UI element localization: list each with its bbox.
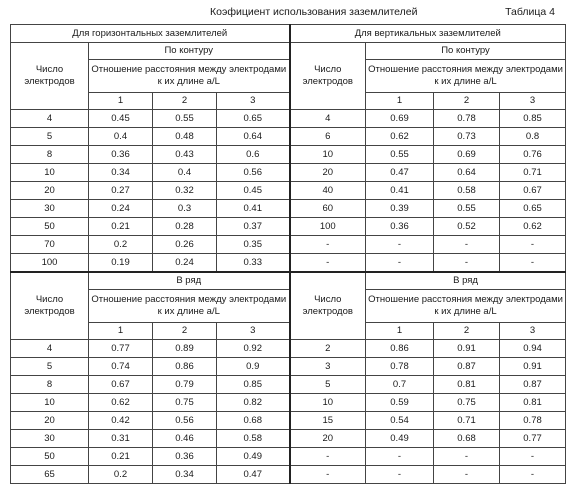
contour-body [11, 110, 566, 273]
table-row [11, 218, 566, 236]
coefficient-cell: 0.46 [153, 430, 217, 448]
ratio-value: 1 [89, 93, 153, 110]
coefficient-cell: 0.67 [500, 182, 566, 200]
coefficient-cell: 0.92 [217, 340, 290, 358]
coefficient-cell: 0.58 [217, 430, 290, 448]
coefficient-cell: 0.56 [217, 164, 290, 182]
coefficient-cell: 0.62 [366, 128, 434, 146]
coefficient-cell: 0.91 [434, 340, 500, 358]
coefficient-cell: 0.41 [217, 200, 290, 218]
coefficient-cell: 0.28 [153, 218, 217, 236]
coefficient-cell: - [366, 448, 434, 466]
ratio-header: Отношение расстояния между электродами к их длине a/L [89, 60, 290, 93]
coefficient-cell: 0.3 [153, 200, 217, 218]
coefficient-cell: - [366, 254, 434, 273]
coefficient-cell: 0.85 [217, 376, 290, 394]
table-row [11, 236, 566, 254]
coefficient-cell: 0.68 [434, 430, 500, 448]
electrode-count-cell: - [290, 466, 366, 484]
coefficient-cell: - [366, 236, 434, 254]
table-row [11, 128, 566, 146]
coefficient-cell: 0.65 [217, 110, 290, 128]
coefficient-cell: 0.71 [500, 164, 566, 182]
ratio-values-row [11, 323, 566, 340]
electrode-count-cell: - [290, 236, 366, 254]
electrode-count-cell: 20 [11, 412, 89, 430]
table-row [11, 466, 566, 484]
electrode-count-cell: 10 [11, 164, 89, 182]
coefficient-cell: 0.62 [500, 218, 566, 236]
coefficient-cell: 0.56 [153, 412, 217, 430]
table-number: Таблица 4 [505, 6, 555, 18]
coefficient-cell: 0.48 [153, 128, 217, 146]
coefficient-cell: 0.49 [217, 448, 290, 466]
coefficient-cell: 0.42 [89, 412, 153, 430]
coefficient-cell: 0.81 [434, 376, 500, 394]
coefficient-cell: 0.75 [153, 394, 217, 412]
count-header: Число электродов [290, 272, 366, 340]
coefficient-cell: 0.74 [89, 358, 153, 376]
coefficient-cell: 0.27 [89, 182, 153, 200]
table-row [11, 376, 566, 394]
ratio-value: 1 [366, 323, 434, 340]
coefficient-cell: 0.33 [217, 254, 290, 273]
coefficient-cell: 0.65 [500, 200, 566, 218]
table-row [11, 200, 566, 218]
table-row [11, 254, 566, 273]
coefficient-cell: 0.8 [500, 128, 566, 146]
electrode-count-cell: 100 [11, 254, 89, 273]
coefficient-cell: 0.77 [500, 430, 566, 448]
table-row [11, 146, 566, 164]
coefficient-cell: 0.36 [153, 448, 217, 466]
electrode-count-cell: 30 [11, 200, 89, 218]
coefficient-cell: 0.36 [366, 218, 434, 236]
electrode-count-cell: 20 [290, 164, 366, 182]
electrode-count-cell: 30 [11, 430, 89, 448]
coefficient-cell: - [434, 254, 500, 273]
ratio-header-row [11, 290, 566, 323]
coefficient-cell: 0.4 [153, 164, 217, 182]
count-header: Число электродов [11, 272, 89, 340]
row-body [11, 340, 566, 484]
ratio-value: 1 [89, 323, 153, 340]
coefficient-cell: 0.24 [153, 254, 217, 273]
electrode-count-cell: 5 [11, 128, 89, 146]
coefficient-cell: 0.35 [217, 236, 290, 254]
electrode-count-cell: 5 [11, 358, 89, 376]
coefficient-cell: 0.85 [500, 110, 566, 128]
coefficient-cell: 0.2 [89, 236, 153, 254]
section-header-row [11, 25, 566, 43]
coefficient-cell: 0.82 [217, 394, 290, 412]
coefficient-cell: 0.36 [89, 146, 153, 164]
coefficient-cell: 0.21 [89, 218, 153, 236]
coefficient-cell: 0.89 [153, 340, 217, 358]
coefficient-cell: 0.45 [217, 182, 290, 200]
ratio-header: Отношение расстояния между электродами к их длине a/L [366, 60, 566, 93]
electrode-count-cell: 50 [11, 218, 89, 236]
electrode-count-cell: 10 [11, 394, 89, 412]
ratio-header: Отношение расстояния между электродами к их длине a/L [366, 290, 566, 323]
table-row [11, 182, 566, 200]
coefficient-cell: 0.26 [153, 236, 217, 254]
method-header-row [11, 43, 566, 60]
electrode-count-cell: 8 [11, 146, 89, 164]
row-header: В ряд [366, 272, 566, 290]
coefficient-cell: 0.73 [434, 128, 500, 146]
ratio-value: 1 [366, 93, 434, 110]
electrode-count-cell: 8 [11, 376, 89, 394]
coefficient-cell: 0.37 [217, 218, 290, 236]
coefficient-cell: 0.47 [366, 164, 434, 182]
coefficient-cell: - [366, 466, 434, 484]
coefficient-cell: 0.86 [153, 358, 217, 376]
table-title: Коэфициент использования заземлителей [210, 6, 418, 18]
section-vertical: Для вертикальных заземлителей [290, 25, 566, 43]
ratio-values-row [11, 93, 566, 110]
coefficient-cell: 0.78 [500, 412, 566, 430]
coefficient-cell: 0.64 [434, 164, 500, 182]
coefficient-cell: 0.39 [366, 200, 434, 218]
ratio-value: 3 [217, 323, 290, 340]
coefficient-cell: 0.69 [434, 146, 500, 164]
coefficient-cell: 0.64 [217, 128, 290, 146]
electrode-count-cell: 3 [290, 358, 366, 376]
coefficient-cell: 0.58 [434, 182, 500, 200]
electrode-count-cell: 60 [290, 200, 366, 218]
coefficient-cell: - [500, 448, 566, 466]
coefficient-cell: 0.52 [434, 218, 500, 236]
coefficient-cell: 0.87 [500, 376, 566, 394]
coefficient-cell: 0.75 [434, 394, 500, 412]
electrode-count-cell: 65 [11, 466, 89, 484]
electrode-count-cell: 6 [290, 128, 366, 146]
ratio-value: 2 [153, 323, 217, 340]
electrode-count-cell: 4 [290, 110, 366, 128]
coefficient-cell: 0.78 [366, 358, 434, 376]
count-header: Число электродов [11, 43, 89, 110]
electrode-count-cell: 5 [290, 376, 366, 394]
coefficient-cell: 0.79 [153, 376, 217, 394]
coefficient-cell: 0.32 [153, 182, 217, 200]
electrode-count-cell: 100 [290, 218, 366, 236]
table-row [11, 110, 566, 128]
electrode-count-cell: 20 [290, 430, 366, 448]
coefficient-cell: 0.21 [89, 448, 153, 466]
grounding-coefficient-table [10, 24, 566, 484]
coefficient-cell: 0.2 [89, 466, 153, 484]
coefficient-cell: 0.55 [434, 200, 500, 218]
coefficient-cell: - [434, 448, 500, 466]
coefficient-cell: 0.31 [89, 430, 153, 448]
electrode-count-cell: - [290, 254, 366, 273]
coefficient-cell: 0.77 [89, 340, 153, 358]
coefficient-cell: 0.4 [89, 128, 153, 146]
electrode-count-cell: - [290, 448, 366, 466]
coefficient-cell: - [434, 236, 500, 254]
electrode-count-cell: 50 [11, 448, 89, 466]
coefficient-cell: 0.6 [217, 146, 290, 164]
coefficient-cell: 0.76 [500, 146, 566, 164]
coefficient-cell: 0.55 [153, 110, 217, 128]
coefficient-cell: 0.91 [500, 358, 566, 376]
electrode-count-cell: 70 [11, 236, 89, 254]
coefficient-cell: 0.78 [434, 110, 500, 128]
ratio-header: Отношение расстояния между электродами к их длине a/L [89, 290, 290, 323]
contour-header: По контуру [366, 43, 566, 60]
coefficient-cell: 0.19 [89, 254, 153, 273]
coefficient-cell: 0.69 [366, 110, 434, 128]
coefficient-cell: - [500, 236, 566, 254]
coefficient-cell: 0.59 [366, 394, 434, 412]
coefficient-cell: 0.87 [434, 358, 500, 376]
coefficient-cell: 0.34 [89, 164, 153, 182]
table-row [11, 358, 566, 376]
coefficient-cell: - [434, 466, 500, 484]
caption-line [0, 6, 573, 20]
electrode-count-cell: 4 [11, 340, 89, 358]
coefficient-cell: 0.54 [366, 412, 434, 430]
coefficient-cell: 0.7 [366, 376, 434, 394]
table-row [11, 394, 566, 412]
count-header: Число электродов [290, 43, 366, 110]
coefficient-cell: 0.68 [217, 412, 290, 430]
coefficient-cell: 0.62 [89, 394, 153, 412]
coefficient-cell: 0.71 [434, 412, 500, 430]
electrode-count-cell: 10 [290, 394, 366, 412]
coefficient-cell: 0.49 [366, 430, 434, 448]
ratio-value: 2 [434, 93, 500, 110]
ratio-value: 2 [153, 93, 217, 110]
coefficient-cell: 0.47 [217, 466, 290, 484]
coefficient-cell: 0.94 [500, 340, 566, 358]
electrode-count-cell: 40 [290, 182, 366, 200]
electrode-count-cell: 2 [290, 340, 366, 358]
coefficient-cell: 0.55 [366, 146, 434, 164]
coefficient-cell: 0.86 [366, 340, 434, 358]
coefficient-cell: 0.34 [153, 466, 217, 484]
coefficient-cell: 0.81 [500, 394, 566, 412]
table-row [11, 164, 566, 182]
coefficient-cell: 0.41 [366, 182, 434, 200]
contour-header: По контуру [89, 43, 290, 60]
ratio-value: 3 [500, 323, 566, 340]
ratio-value: 3 [217, 93, 290, 110]
electrode-count-cell: 4 [11, 110, 89, 128]
ratio-value: 3 [500, 93, 566, 110]
coefficient-cell: - [500, 254, 566, 273]
electrode-count-cell: 15 [290, 412, 366, 430]
coefficient-cell: 0.24 [89, 200, 153, 218]
row-header: В ряд [89, 272, 290, 290]
coefficient-cell: 0.43 [153, 146, 217, 164]
table-row [11, 448, 566, 466]
table-row [11, 430, 566, 448]
coefficient-cell: - [500, 466, 566, 484]
electrode-count-cell: 20 [11, 182, 89, 200]
section-horizontal: Для горизонтальных заземлителей [11, 25, 290, 43]
table-row [11, 412, 566, 430]
coefficient-cell: 0.67 [89, 376, 153, 394]
method-header-row [11, 272, 566, 290]
coefficient-cell: 0.45 [89, 110, 153, 128]
ratio-header-row [11, 60, 566, 93]
coefficient-cell: 0.9 [217, 358, 290, 376]
electrode-count-cell: 10 [290, 146, 366, 164]
ratio-value: 2 [434, 323, 500, 340]
table-row [11, 340, 566, 358]
